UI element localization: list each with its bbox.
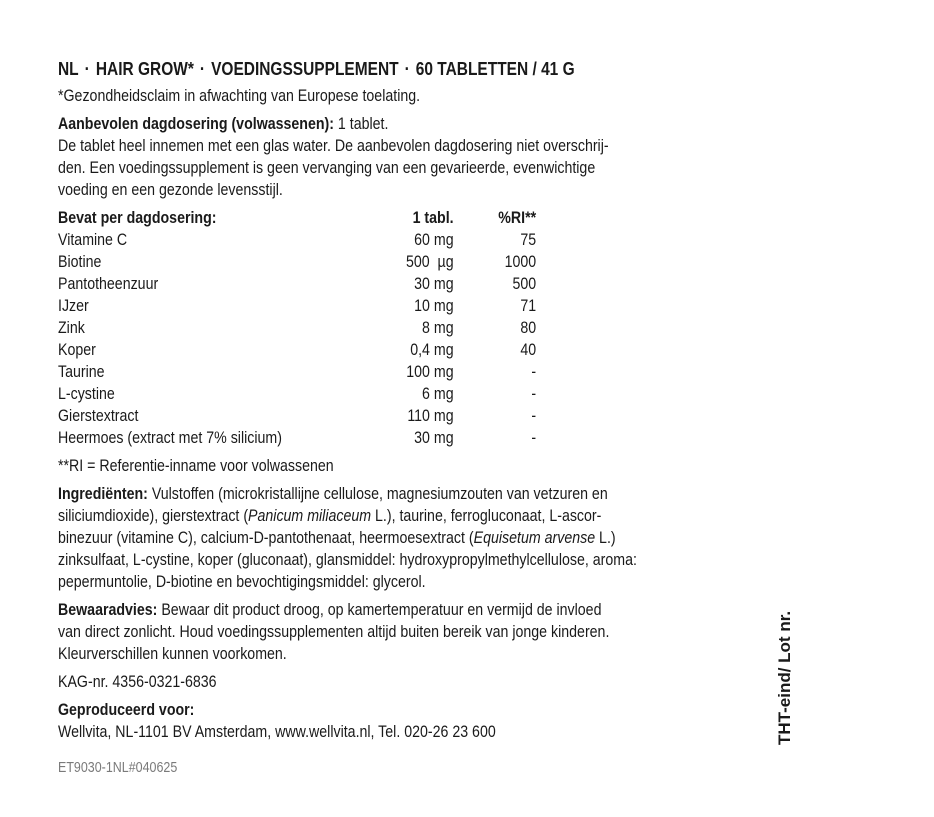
nutrient-name: Koper (58, 341, 96, 359)
ingredients-text: binezuur (vitamine C), calcium-D-pantothenaat, heermoesextract ( (58, 529, 474, 547)
country-code: NL (58, 59, 79, 79)
nutrient-ri: - (531, 385, 537, 403)
nutrient-name: Pantotheenzuur (58, 275, 159, 293)
nutrient-name: Heermoes (extract met 7% silicium) (58, 429, 282, 447)
nutrient-ri: 80 (520, 319, 537, 337)
ingredients-text: siliciumdioxide), gierstextract ( (58, 507, 249, 525)
producer-address: Wellvita, NL-1101 BV Amsterdam, www.wellvita.nl, Tel. 020-26 23 600 (58, 723, 496, 741)
ingredients-line-4: zinksulfaat, L-cystine, koper (gluconaat), glansmiddel: hydroxypropylmethylcellulose, aroma: (58, 551, 637, 569)
product-title (58, 58, 660, 80)
table-row (58, 295, 536, 317)
table-row (58, 427, 536, 449)
nutrient-name: L-cystine (58, 385, 115, 403)
supplement-label (58, 58, 660, 779)
table-row (58, 317, 536, 339)
nutrient-name: IJzer (58, 297, 89, 315)
nutrient-amount: 500 µg (405, 253, 454, 271)
nutrient-amount: 30 mg (414, 429, 454, 447)
nutrition-header-ri: %RI** (498, 209, 537, 227)
dosage-amount: 1 tablet. (333, 115, 389, 133)
nutrient-name: Taurine (58, 363, 105, 381)
ingredients-line-3 (58, 527, 660, 549)
producer-heading: Geproduceerd voor: (58, 701, 195, 719)
nutrient-ri: - (531, 363, 537, 381)
dosage-line-2: De tablet heel innemen met een glas water. De aanbevolen dagdosering niet overschrij- (58, 137, 609, 155)
table-row (58, 339, 536, 361)
nutrient-amount: 60 mg (414, 231, 454, 249)
claim-note: *Gezondheidsclaim in afwachting van Europese toelating. (58, 87, 421, 105)
nutrient-ri: - (531, 407, 537, 425)
storage-line-2: van direct zonlicht. Houd voedingssupplementen altijd buiten bereik van jonge kinderen. (58, 623, 610, 641)
product-contents: 60 TABLETTEN / 41 G (415, 59, 575, 79)
dosage-heading: Aanbevolen dagdosering (volwassenen): (58, 115, 334, 133)
nutrient-ri: - (531, 429, 537, 447)
nutrition-header-amount: 1 tabl. (412, 209, 454, 227)
ingredients-line-1 (58, 483, 660, 505)
table-row (58, 229, 536, 251)
dosage-line-1 (58, 113, 660, 135)
table-row (58, 405, 536, 427)
nutrient-amount: 0,4 mg (410, 341, 454, 359)
tht-lot-label: THT-eind/ Lot nr. (775, 610, 794, 745)
table-row (58, 361, 536, 383)
ingredients-text: L.), taurine, ferrogluconaat, L-ascor- (371, 507, 602, 525)
ingredients-heading: Ingrediënten: (58, 485, 148, 503)
nutrient-amount: 10 mg (414, 297, 454, 315)
nutrient-ri: 500 (512, 275, 537, 293)
nutrient-ri: 71 (520, 297, 537, 315)
nutrition-header-name: Bevat per dagdosering: (58, 209, 217, 227)
storage-line-1 (58, 599, 660, 621)
dosage-line-4: voeding en een gezonde levensstijl. (58, 181, 283, 199)
title-separator: · (199, 59, 206, 79)
ingredients-text: L.) (595, 529, 616, 547)
nutrient-name: Biotine (58, 253, 102, 271)
product-category: VOEDINGSSUPPLEMENT (211, 59, 399, 79)
storage-line-3: Kleurverschillen kunnen voorkomen. (58, 645, 287, 663)
latin-name: Panicum miliaceum (248, 507, 372, 525)
storage-heading: Bewaaradvies: (58, 601, 158, 619)
ingredients-line-2 (58, 505, 660, 527)
nutrient-amount: 110 mg (407, 407, 454, 425)
nutrient-amount: 8 mg (422, 319, 454, 337)
nutrient-amount: 100 mg (406, 363, 454, 381)
table-row (58, 251, 536, 273)
latin-name: Equisetum arvense (473, 529, 596, 547)
table-row (58, 273, 536, 295)
nutrient-ri: 40 (520, 341, 537, 359)
nutrient-ri: 75 (520, 231, 537, 249)
ingredients-text: Vulstoffen (microkristallijne cellulose, magnesiumzouten van vetzuren en (147, 485, 608, 503)
product-name: HAIR GROW* (95, 59, 194, 79)
article-code: ET9030-1NL#040625 (58, 760, 178, 776)
dosage-line-3: den. Een voedingssupplement is geen vervanging van een gevarieerde, evenwichtige (58, 159, 596, 177)
title-separator: · (404, 59, 410, 79)
nutrient-ri: 1000 (504, 253, 537, 271)
nutrient-amount: 30 mg (414, 275, 454, 293)
ri-footnote: **RI = Referentie-inname voor volwassenen (58, 457, 334, 475)
title-separator: · (84, 59, 90, 79)
kag-number: KAG-nr. 4356-0321-6836 (58, 673, 217, 691)
nutrient-name: Gierstextract (58, 407, 139, 425)
nutrition-header-row (58, 207, 536, 229)
storage-text: Bewaar dit product droog, op kamertemperatuur en vermijd de invloed (157, 601, 602, 619)
ingredients-line-5: pepermuntolie, D-biotine en bevochtigingsmiddel: glycerol. (58, 573, 426, 591)
nutrient-name: Vitamine C (58, 231, 128, 249)
nutrient-name: Zink (58, 319, 85, 337)
table-row (58, 383, 536, 405)
nutrient-amount: 6 mg (422, 385, 454, 403)
nutrition-table (58, 207, 536, 449)
